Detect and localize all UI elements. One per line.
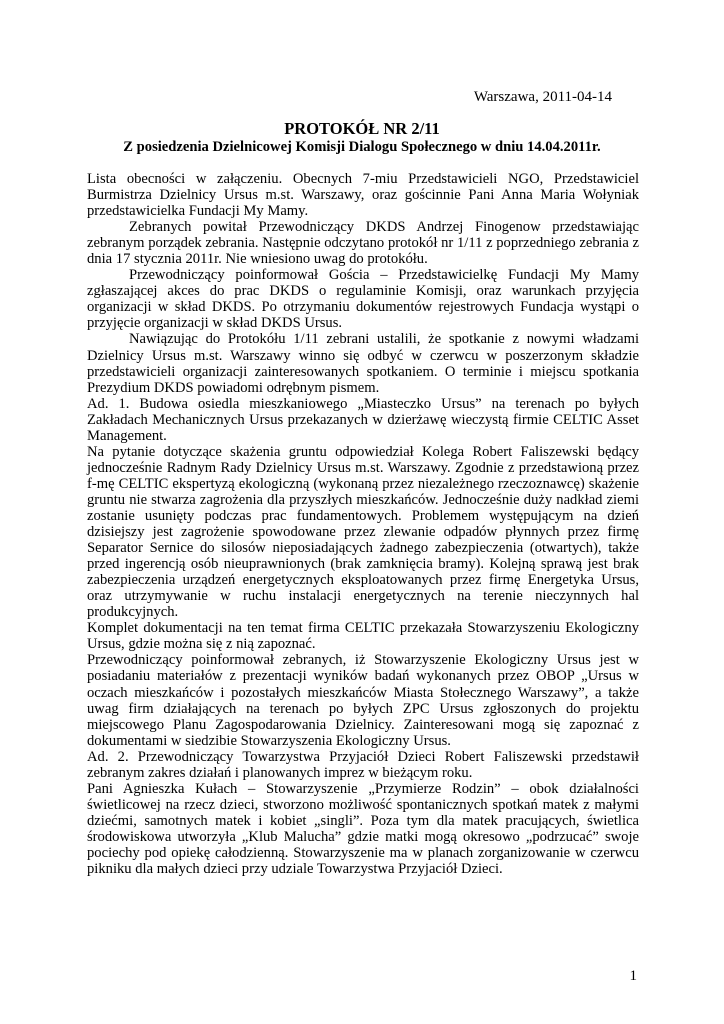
page-number: 1 xyxy=(629,968,637,984)
document-subtitle: Z posiedzenia Dzielnicowej Komisji Dialogu Społecznego w dniu 14.04.2011r. xyxy=(123,139,601,155)
paragraph-soil-contamination: Na pytanie dotyczące skażenia gruntu odpowiedział Kolega Robert Faliszewski będący jednocześnie Radnym Rady Dzielnicy Ursus m.st. Warszawy. Zgodnie z przedstawioną przez f-mę CELTIC ekspertyzą ekologiczną (wykonaną przez niezależnego rzeczoznawcę) skażenie gruntu nie stwarza zagrożenia dla przyszłych mieszkańców. Jednocześnie duży nadkład ziemi zostanie usunięty podczas prac fundamentowych. Problemem występującym na dzień dzisiejszy jest zagrożenie spowodowane przez zlewanie odpadów płynnych przez firmę Separator Sernice do silosów nieposiadających żadnego zabezpieczenia (otwartych), także przed ingerencją osób nieuprawnionych (brak zamknięcia bramy). Kolejną sprawą jest brak zabezpieczenia urządzeń energetycznych eksploatowanych przez firmę Energetyka Ursus, oraz utrzymywanie w ruchu instalacji energetycznych na terenie nieczynnych hal produkcyjnych. xyxy=(87,443,639,621)
paragraph-agenda-item-1: Ad. 1. Budowa osiedla mieszkaniowego „Miasteczko Ursus” na terenach po byłych Zakładach Mechanicznych Ursus przekazanych w dzierżawę wieczystą firmie CELTIC Asset Management. xyxy=(87,395,639,444)
paragraph-guest-info: Przewodniczący poinformował Gościa – Przedstawicielkę Fundacji My Mamy zgłaszającej akces do prac DKDS o regulaminie Komisji, oraz warunkach przyjęcia organizacji w skład DKDS. Po otrzymaniu dokumentów rejestrowych Fundacja wystąpi o przyjęcie organizacji w skład DKDS Ursus. xyxy=(87,267,639,332)
document-date: Warszawa, 2011-04-14 xyxy=(473,89,612,105)
paragraph-meeting-plan: Nawiązując do Protokółu 1/11 zebrani ustalili, że spotkanie z nowymi władzami Dzielnicy Ursus m.st. Warszawy winno się odbyć w czerwcu w poszerzonym składzie przedstawicieli organizacji zainteresowanych spotkaniem. O terminie i miejscu spotkania Prezydium DKDS powiadomi odrębnym pismem. xyxy=(87,331,639,396)
paragraph-obop-study: Przewodniczący poinformował zebranych, iż Stowarzyszenie Ekologiczny Ursus jest w posiadaniu materiałów z prezentacji wyników badań wykonanych przez OBOP „Ursus w oczach mieszkańców i pozostałych mieszkańców Miasta Stołecznego Warszawy”, a także uwag firm działających na terenach po byłych ZPC Ursus zgłoszonych do projektu miejscowego Planu Zagospodarowania Dzielnicy. Zainteresowani mogą się zapoznać z dokumentami w siedzibie Stowarzyszenia Ekologiczny Ursus. xyxy=(87,652,639,749)
paragraph-przymierze-rodzin: Pani Agnieszka Kułach – Stowarzyszenie „Przymierze Rodzin” – obok działalności świetlicowej na rzecz dzieci, stworzono możliwość spontanicznych spotkań matek z małymi dziećmi, samotnych matek i kobiet „singli”. Poza tym dla matek pracujących, świetlica środowiskowa utworzyła „Klub Malucha” gdzie matki mogą okresowo „podrzucać” swoje pociechy pod opiekę całodzienną. Stowarzyszenie ma w planach zorganizowanie w czerwcu pikniku dla małych dzieci przy udziale Towarzystwa Przyjaciół Dzieci. xyxy=(87,780,639,878)
paragraph-greeting: Zebranych powitał Przewodniczący DKDS Andrzej Finogenow przedstawiając zebranym porządek zebrania. Następnie odczytano protokół nr 1/11 z poprzedniego zebrania z dnia 17 stycznia 2011r. Nie wniesiono uwag do protokółu. xyxy=(87,219,639,268)
document-body xyxy=(87,171,639,877)
paragraph-attendance: Lista obecności w załączeniu. Obecnych 7-miu Przedstawicieli NGO, Przedstawiciel Burmistrza Dzielnicy Ursus m.st. Warszawy, oraz gościnnie Pani Anna Maria Wołyniak przedstawicielka Fundacji My Mamy. xyxy=(87,171,639,220)
paragraph-agenda-item-2: Ad. 2. Przewodniczący Towarzystwa Przyjaciół Dzieci Robert Faliszewski przedstawił zebranym zakres działań i planowanych imprez w bieżącym roku. xyxy=(87,748,639,781)
document-title: PROTOKÓŁ NR 2/11 xyxy=(284,119,440,138)
paragraph-documentation: Komplet dokumentacji na ten temat firma CELTIC przekazała Stowarzyszeniu Ekologiczny Ursus, gdzie można się z nią zapoznać. xyxy=(87,620,639,653)
